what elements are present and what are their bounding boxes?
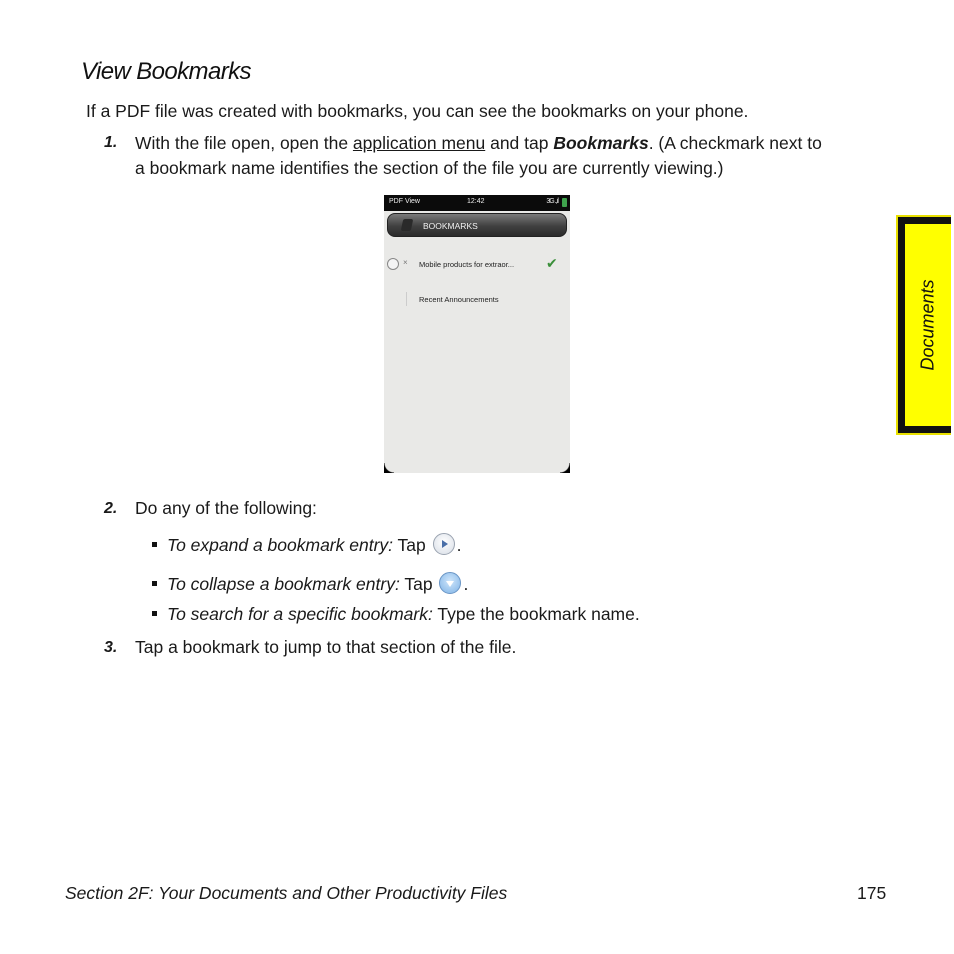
step-2-text: Do any of the following: [135,498,317,518]
bullet-expand-end: . [456,535,462,555]
phone-clock: 12:42 [467,198,485,205]
row-marker-icon: × [403,258,408,267]
checkmark-icon: ✔ [546,255,558,271]
phone-corner-left [384,463,394,473]
step-1-text [135,131,895,181]
phone-app-name: PDF View [389,198,420,205]
expand-arrow-icon [433,533,455,555]
bullet-expand-text: Tap [393,535,431,555]
phone-screenshot [384,195,570,473]
signal-icon: 3G .,ıl [546,198,558,205]
bullet-expand-label: To expand a bookmark entry: [167,535,394,555]
application-menu-link[interactable]: application menu [352,133,486,153]
bookmark-item-mobile-products[interactable]: Mobile products for extraor... [419,260,515,269]
tree-line [406,292,407,306]
chapter-tab-label: Documents [917,279,938,371]
bullet-search-label: To search for a specific bookmark: [167,604,433,624]
intro-paragraph: If a PDF file was created with bookmarks, you can see the bookmarks on your phone. [86,101,749,121]
chapter-tab [896,215,951,435]
bullet-search [152,604,640,625]
step-1-text-b: and tap [485,133,554,153]
bullet-collapse-label: To collapse a bookmark entry: [167,574,400,594]
step-1-number: 1. [104,134,118,151]
step-1-text-c: . (A checkmark next to [648,133,822,153]
footer-section-title: Section 2F: Your Documents and Other Productivity Files [65,883,508,903]
expand-toggle-icon[interactable] [387,258,399,270]
bullet-square-icon [152,581,157,586]
footer-page-number: 175 [857,883,887,903]
section-heading: View Bookmarks [81,58,251,85]
bullet-collapse-text: Tap [399,574,438,594]
phone-corner-right [560,463,570,473]
bookmarks-header [387,213,567,237]
chapter-tab-inner [904,223,951,427]
step-2-number: 2. [104,500,118,517]
bookmarks-header-label: BOOKMARKS [423,221,478,231]
bullet-collapse [152,574,468,596]
battery-icon [562,198,567,207]
phone-status-bar [384,195,570,211]
bullet-search-text: Type the bookmark name. [432,604,640,624]
bullet-square-icon [152,542,157,547]
bullet-collapse-end: . [463,574,469,594]
bullet-expand [152,535,462,557]
bookmark-icon [401,219,414,231]
step-3-number: 3. [104,639,118,656]
step-1-text-a: With the file open, open the [135,133,353,153]
collapse-arrow-icon [439,572,461,594]
step-3-text: Tap a bookmark to jump to that section of the file. [135,637,517,657]
bookmark-item-recent-announcements[interactable]: Recent Announcements [419,295,499,304]
step-1-text-line2: a bookmark name identifies the section of the file you are currently viewing.) [135,158,724,178]
bullet-square-icon [152,611,157,616]
bookmarks-term: Bookmarks [553,133,649,153]
